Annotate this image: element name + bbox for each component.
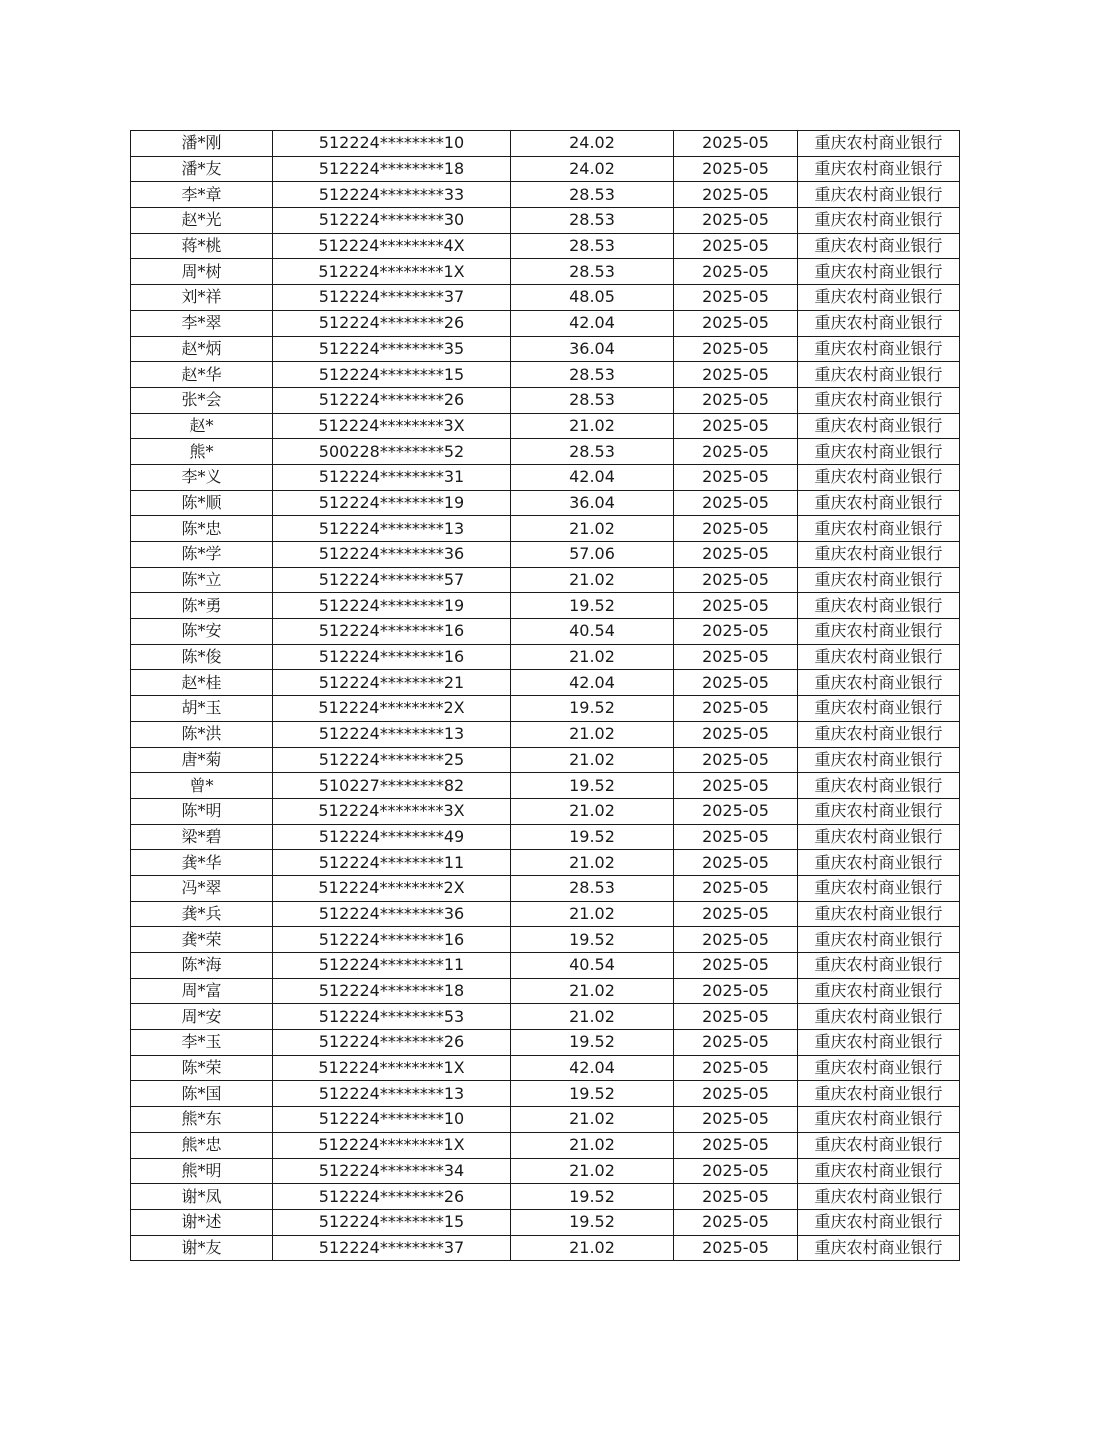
cell-bank: 重庆农村商业银行 (798, 285, 960, 311)
cell-name: 谢*述 (131, 1209, 273, 1235)
cell-name: 龚*兵 (131, 901, 273, 927)
cell-period: 2025-05 (674, 490, 798, 516)
cell-name: 熊*明 (131, 1158, 273, 1184)
cell-id-number: 512224********49 (273, 824, 511, 850)
table-row (131, 619, 960, 645)
cell-bank: 重庆农村商业银行 (798, 824, 960, 850)
table-body (131, 131, 960, 1261)
cell-period: 2025-05 (674, 875, 798, 901)
cell-id-number: 512224********13 (273, 1081, 511, 1107)
cell-id-number: 512224********15 (273, 362, 511, 388)
cell-period: 2025-05 (674, 464, 798, 490)
cell-bank: 重庆农村商业银行 (798, 875, 960, 901)
cell-id-number: 512224********36 (273, 901, 511, 927)
cell-period: 2025-05 (674, 567, 798, 593)
cell-amount: 28.53 (511, 875, 674, 901)
cell-name: 潘*友 (131, 156, 273, 182)
cell-bank: 重庆农村商业银行 (798, 901, 960, 927)
cell-id-number: 512224********26 (273, 310, 511, 336)
cell-id-number: 512224********26 (273, 1184, 511, 1210)
cell-name: 周*树 (131, 259, 273, 285)
table-row (131, 1004, 960, 1030)
cell-bank: 重庆农村商业银行 (798, 747, 960, 773)
cell-amount: 21.02 (511, 567, 674, 593)
cell-amount: 21.02 (511, 1132, 674, 1158)
cell-id-number: 512224********18 (273, 978, 511, 1004)
table-row (131, 875, 960, 901)
cell-name: 周*富 (131, 978, 273, 1004)
cell-amount: 21.02 (511, 1235, 674, 1261)
cell-amount: 19.52 (511, 593, 674, 619)
cell-period: 2025-05 (674, 516, 798, 542)
cell-amount: 28.53 (511, 208, 674, 234)
cell-id-number: 512224********19 (273, 593, 511, 619)
cell-id-number: 512224********33 (273, 182, 511, 208)
cell-id-number: 512224********21 (273, 670, 511, 696)
cell-period: 2025-05 (674, 1209, 798, 1235)
cell-name: 唐*菊 (131, 747, 273, 773)
cell-bank: 重庆农村商业银行 (798, 439, 960, 465)
cell-amount: 21.02 (511, 1107, 674, 1133)
cell-period: 2025-05 (674, 696, 798, 722)
cell-name: 李*玉 (131, 1030, 273, 1056)
cell-name: 龚*荣 (131, 927, 273, 953)
cell-id-number: 512224********10 (273, 131, 511, 157)
table-row (131, 387, 960, 413)
cell-period: 2025-05 (674, 1184, 798, 1210)
cell-bank: 重庆农村商业银行 (798, 1081, 960, 1107)
cell-name: 曾* (131, 773, 273, 799)
cell-id-number: 512224********26 (273, 387, 511, 413)
cell-name: 谢*凤 (131, 1184, 273, 1210)
cell-id-number: 512224********18 (273, 156, 511, 182)
cell-bank: 重庆农村商业银行 (798, 490, 960, 516)
cell-bank: 重庆农村商业银行 (798, 1158, 960, 1184)
cell-name: 张*会 (131, 387, 273, 413)
cell-period: 2025-05 (674, 1132, 798, 1158)
cell-bank: 重庆农村商业银行 (798, 131, 960, 157)
table-row (131, 670, 960, 696)
cell-bank: 重庆农村商业银行 (798, 516, 960, 542)
cell-bank: 重庆农村商业银行 (798, 233, 960, 259)
cell-amount: 57.06 (511, 542, 674, 568)
cell-amount: 19.52 (511, 824, 674, 850)
cell-amount: 28.53 (511, 259, 674, 285)
table-row (131, 1235, 960, 1261)
cell-amount: 42.04 (511, 464, 674, 490)
cell-name: 冯*翠 (131, 875, 273, 901)
table-row (131, 439, 960, 465)
cell-name: 陈*洪 (131, 721, 273, 747)
cell-id-number: 512224********35 (273, 336, 511, 362)
table-row (131, 182, 960, 208)
cell-id-number: 512224********37 (273, 285, 511, 311)
cell-amount: 24.02 (511, 131, 674, 157)
table-row (131, 927, 960, 953)
cell-id-number: 512224********11 (273, 850, 511, 876)
cell-bank: 重庆农村商业银行 (798, 798, 960, 824)
cell-period: 2025-05 (674, 850, 798, 876)
cell-amount: 24.02 (511, 156, 674, 182)
cell-bank: 重庆农村商业银行 (798, 644, 960, 670)
cell-bank: 重庆农村商业银行 (798, 310, 960, 336)
cell-amount: 28.53 (511, 233, 674, 259)
cell-name: 陈*学 (131, 542, 273, 568)
cell-period: 2025-05 (674, 773, 798, 799)
cell-id-number: 510227********82 (273, 773, 511, 799)
cell-period: 2025-05 (674, 233, 798, 259)
table-row (131, 208, 960, 234)
table-row (131, 1184, 960, 1210)
cell-name: 陈*俊 (131, 644, 273, 670)
cell-id-number: 512224********34 (273, 1158, 511, 1184)
table-row (131, 721, 960, 747)
cell-name: 陈*顺 (131, 490, 273, 516)
cell-bank: 重庆农村商业银行 (798, 567, 960, 593)
table-row (131, 953, 960, 979)
cell-amount: 19.52 (511, 1081, 674, 1107)
cell-id-number: 512224********2X (273, 875, 511, 901)
cell-bank: 重庆农村商业银行 (798, 259, 960, 285)
cell-id-number: 512224********1X (273, 1132, 511, 1158)
cell-id-number: 512224********1X (273, 259, 511, 285)
cell-period: 2025-05 (674, 131, 798, 157)
cell-name: 李*翠 (131, 310, 273, 336)
cell-amount: 40.54 (511, 953, 674, 979)
cell-name: 梁*碧 (131, 824, 273, 850)
cell-bank: 重庆农村商业银行 (798, 387, 960, 413)
table-row (131, 310, 960, 336)
cell-amount: 21.02 (511, 516, 674, 542)
cell-period: 2025-05 (674, 542, 798, 568)
cell-amount: 28.53 (511, 182, 674, 208)
cell-bank: 重庆农村商业银行 (798, 542, 960, 568)
cell-bank: 重庆农村商业银行 (798, 1055, 960, 1081)
payment-table (130, 130, 960, 1261)
table-row (131, 1132, 960, 1158)
cell-id-number: 512224********16 (273, 644, 511, 670)
cell-bank: 重庆农村商业银行 (798, 1004, 960, 1030)
cell-period: 2025-05 (674, 310, 798, 336)
cell-amount: 21.02 (511, 978, 674, 1004)
cell-id-number: 500228********52 (273, 439, 511, 465)
cell-id-number: 512224********1X (273, 1055, 511, 1081)
cell-amount: 40.54 (511, 619, 674, 645)
cell-amount: 42.04 (511, 670, 674, 696)
cell-name: 陈*国 (131, 1081, 273, 1107)
table-row (131, 1107, 960, 1133)
table-row (131, 696, 960, 722)
cell-bank: 重庆农村商业银行 (798, 362, 960, 388)
cell-period: 2025-05 (674, 670, 798, 696)
cell-name: 胡*玉 (131, 696, 273, 722)
cell-period: 2025-05 (674, 1004, 798, 1030)
table-row (131, 362, 960, 388)
cell-bank: 重庆农村商业银行 (798, 1107, 960, 1133)
cell-name: 龚*华 (131, 850, 273, 876)
cell-period: 2025-05 (674, 1158, 798, 1184)
cell-id-number: 512224********13 (273, 516, 511, 542)
cell-id-number: 512224********36 (273, 542, 511, 568)
table-row (131, 464, 960, 490)
cell-period: 2025-05 (674, 387, 798, 413)
cell-amount: 28.53 (511, 439, 674, 465)
cell-id-number: 512224********37 (273, 1235, 511, 1261)
cell-amount: 21.02 (511, 798, 674, 824)
cell-period: 2025-05 (674, 1055, 798, 1081)
cell-period: 2025-05 (674, 156, 798, 182)
cell-bank: 重庆农村商业银行 (798, 1235, 960, 1261)
cell-period: 2025-05 (674, 901, 798, 927)
table-row (131, 644, 960, 670)
cell-period: 2025-05 (674, 413, 798, 439)
table-row (131, 593, 960, 619)
cell-period: 2025-05 (674, 208, 798, 234)
cell-bank: 重庆农村商业银行 (798, 721, 960, 747)
cell-bank: 重庆农村商业银行 (798, 927, 960, 953)
cell-id-number: 512224********2X (273, 696, 511, 722)
cell-amount: 36.04 (511, 490, 674, 516)
cell-amount: 19.52 (511, 773, 674, 799)
cell-name: 陈*立 (131, 567, 273, 593)
cell-period: 2025-05 (674, 259, 798, 285)
cell-period: 2025-05 (674, 1107, 798, 1133)
cell-period: 2025-05 (674, 1030, 798, 1056)
cell-amount: 21.02 (511, 1004, 674, 1030)
cell-amount: 19.52 (511, 1030, 674, 1056)
cell-name: 陈*海 (131, 953, 273, 979)
cell-period: 2025-05 (674, 439, 798, 465)
cell-amount: 19.52 (511, 1184, 674, 1210)
cell-bank: 重庆农村商业银行 (798, 619, 960, 645)
cell-id-number: 512224********13 (273, 721, 511, 747)
cell-amount: 21.02 (511, 644, 674, 670)
cell-id-number: 512224********30 (273, 208, 511, 234)
cell-name: 刘*祥 (131, 285, 273, 311)
cell-period: 2025-05 (674, 1081, 798, 1107)
cell-period: 2025-05 (674, 978, 798, 1004)
cell-id-number: 512224********53 (273, 1004, 511, 1030)
cell-name: 赵*炳 (131, 336, 273, 362)
cell-amount: 36.04 (511, 336, 674, 362)
cell-amount: 42.04 (511, 1055, 674, 1081)
cell-name: 熊*东 (131, 1107, 273, 1133)
cell-id-number: 512224********26 (273, 1030, 511, 1056)
table-row (131, 413, 960, 439)
cell-name: 潘*刚 (131, 131, 273, 157)
table-row (131, 978, 960, 1004)
cell-name: 陈*忠 (131, 516, 273, 542)
cell-period: 2025-05 (674, 182, 798, 208)
table-row (131, 824, 960, 850)
cell-name: 赵* (131, 413, 273, 439)
cell-id-number: 512224********19 (273, 490, 511, 516)
cell-bank: 重庆农村商业银行 (798, 1132, 960, 1158)
cell-bank: 重庆农村商业银行 (798, 696, 960, 722)
cell-id-number: 512224********3X (273, 798, 511, 824)
cell-name: 熊*忠 (131, 1132, 273, 1158)
table-row (131, 1158, 960, 1184)
cell-name: 赵*华 (131, 362, 273, 388)
cell-bank: 重庆农村商业银行 (798, 978, 960, 1004)
cell-id-number: 512224********11 (273, 953, 511, 979)
table-row (131, 850, 960, 876)
cell-name: 谢*友 (131, 1235, 273, 1261)
cell-bank: 重庆农村商业银行 (798, 336, 960, 362)
cell-name: 陈*勇 (131, 593, 273, 619)
table-row (131, 1209, 960, 1235)
table-row (131, 516, 960, 542)
cell-period: 2025-05 (674, 1235, 798, 1261)
cell-bank: 重庆农村商业银行 (798, 464, 960, 490)
table-row (131, 773, 960, 799)
cell-amount: 28.53 (511, 362, 674, 388)
cell-period: 2025-05 (674, 644, 798, 670)
cell-name: 陈*明 (131, 798, 273, 824)
cell-period: 2025-05 (674, 953, 798, 979)
cell-period: 2025-05 (674, 824, 798, 850)
cell-amount: 42.04 (511, 310, 674, 336)
cell-amount: 28.53 (511, 387, 674, 413)
cell-id-number: 512224********3X (273, 413, 511, 439)
table-row (131, 567, 960, 593)
cell-amount: 21.02 (511, 413, 674, 439)
cell-amount: 21.02 (511, 850, 674, 876)
cell-name: 李*章 (131, 182, 273, 208)
table-row (131, 798, 960, 824)
table-row (131, 131, 960, 157)
cell-bank: 重庆农村商业银行 (798, 953, 960, 979)
cell-amount: 21.02 (511, 747, 674, 773)
cell-period: 2025-05 (674, 721, 798, 747)
cell-id-number: 512224********57 (273, 567, 511, 593)
cell-amount: 19.52 (511, 696, 674, 722)
table-row (131, 1081, 960, 1107)
cell-amount: 19.52 (511, 1209, 674, 1235)
cell-period: 2025-05 (674, 747, 798, 773)
table-row (131, 285, 960, 311)
cell-amount: 21.02 (511, 901, 674, 927)
table-row (131, 259, 960, 285)
cell-name: 陈*安 (131, 619, 273, 645)
cell-bank: 重庆农村商业银行 (798, 208, 960, 234)
cell-id-number: 512224********25 (273, 747, 511, 773)
cell-bank: 重庆农村商业银行 (798, 773, 960, 799)
cell-amount: 48.05 (511, 285, 674, 311)
table-row (131, 1055, 960, 1081)
cell-amount: 19.52 (511, 927, 674, 953)
cell-name: 赵*桂 (131, 670, 273, 696)
cell-period: 2025-05 (674, 798, 798, 824)
cell-period: 2025-05 (674, 285, 798, 311)
table-row (131, 336, 960, 362)
cell-amount: 21.02 (511, 1158, 674, 1184)
cell-name: 蒋*桃 (131, 233, 273, 259)
table-row (131, 490, 960, 516)
cell-period: 2025-05 (674, 336, 798, 362)
table-row (131, 747, 960, 773)
cell-period: 2025-05 (674, 619, 798, 645)
table-row (131, 542, 960, 568)
table-row (131, 901, 960, 927)
cell-bank: 重庆农村商业银行 (798, 593, 960, 619)
cell-amount: 21.02 (511, 721, 674, 747)
cell-bank: 重庆农村商业银行 (798, 1209, 960, 1235)
table-row (131, 156, 960, 182)
cell-bank: 重庆农村商业银行 (798, 850, 960, 876)
cell-bank: 重庆农村商业银行 (798, 413, 960, 439)
cell-bank: 重庆农村商业银行 (798, 1030, 960, 1056)
cell-period: 2025-05 (674, 593, 798, 619)
cell-id-number: 512224********16 (273, 619, 511, 645)
cell-name: 周*安 (131, 1004, 273, 1030)
cell-period: 2025-05 (674, 927, 798, 953)
table-row (131, 233, 960, 259)
cell-bank: 重庆农村商业银行 (798, 182, 960, 208)
cell-name: 李*义 (131, 464, 273, 490)
cell-id-number: 512224********10 (273, 1107, 511, 1133)
cell-name: 熊* (131, 439, 273, 465)
cell-bank: 重庆农村商业银行 (798, 1184, 960, 1210)
cell-bank: 重庆农村商业银行 (798, 670, 960, 696)
cell-name: 赵*光 (131, 208, 273, 234)
cell-bank: 重庆农村商业银行 (798, 156, 960, 182)
table-row (131, 1030, 960, 1056)
cell-name: 陈*荣 (131, 1055, 273, 1081)
cell-id-number: 512224********4X (273, 233, 511, 259)
cell-id-number: 512224********16 (273, 927, 511, 953)
cell-id-number: 512224********15 (273, 1209, 511, 1235)
cell-period: 2025-05 (674, 362, 798, 388)
cell-id-number: 512224********31 (273, 464, 511, 490)
